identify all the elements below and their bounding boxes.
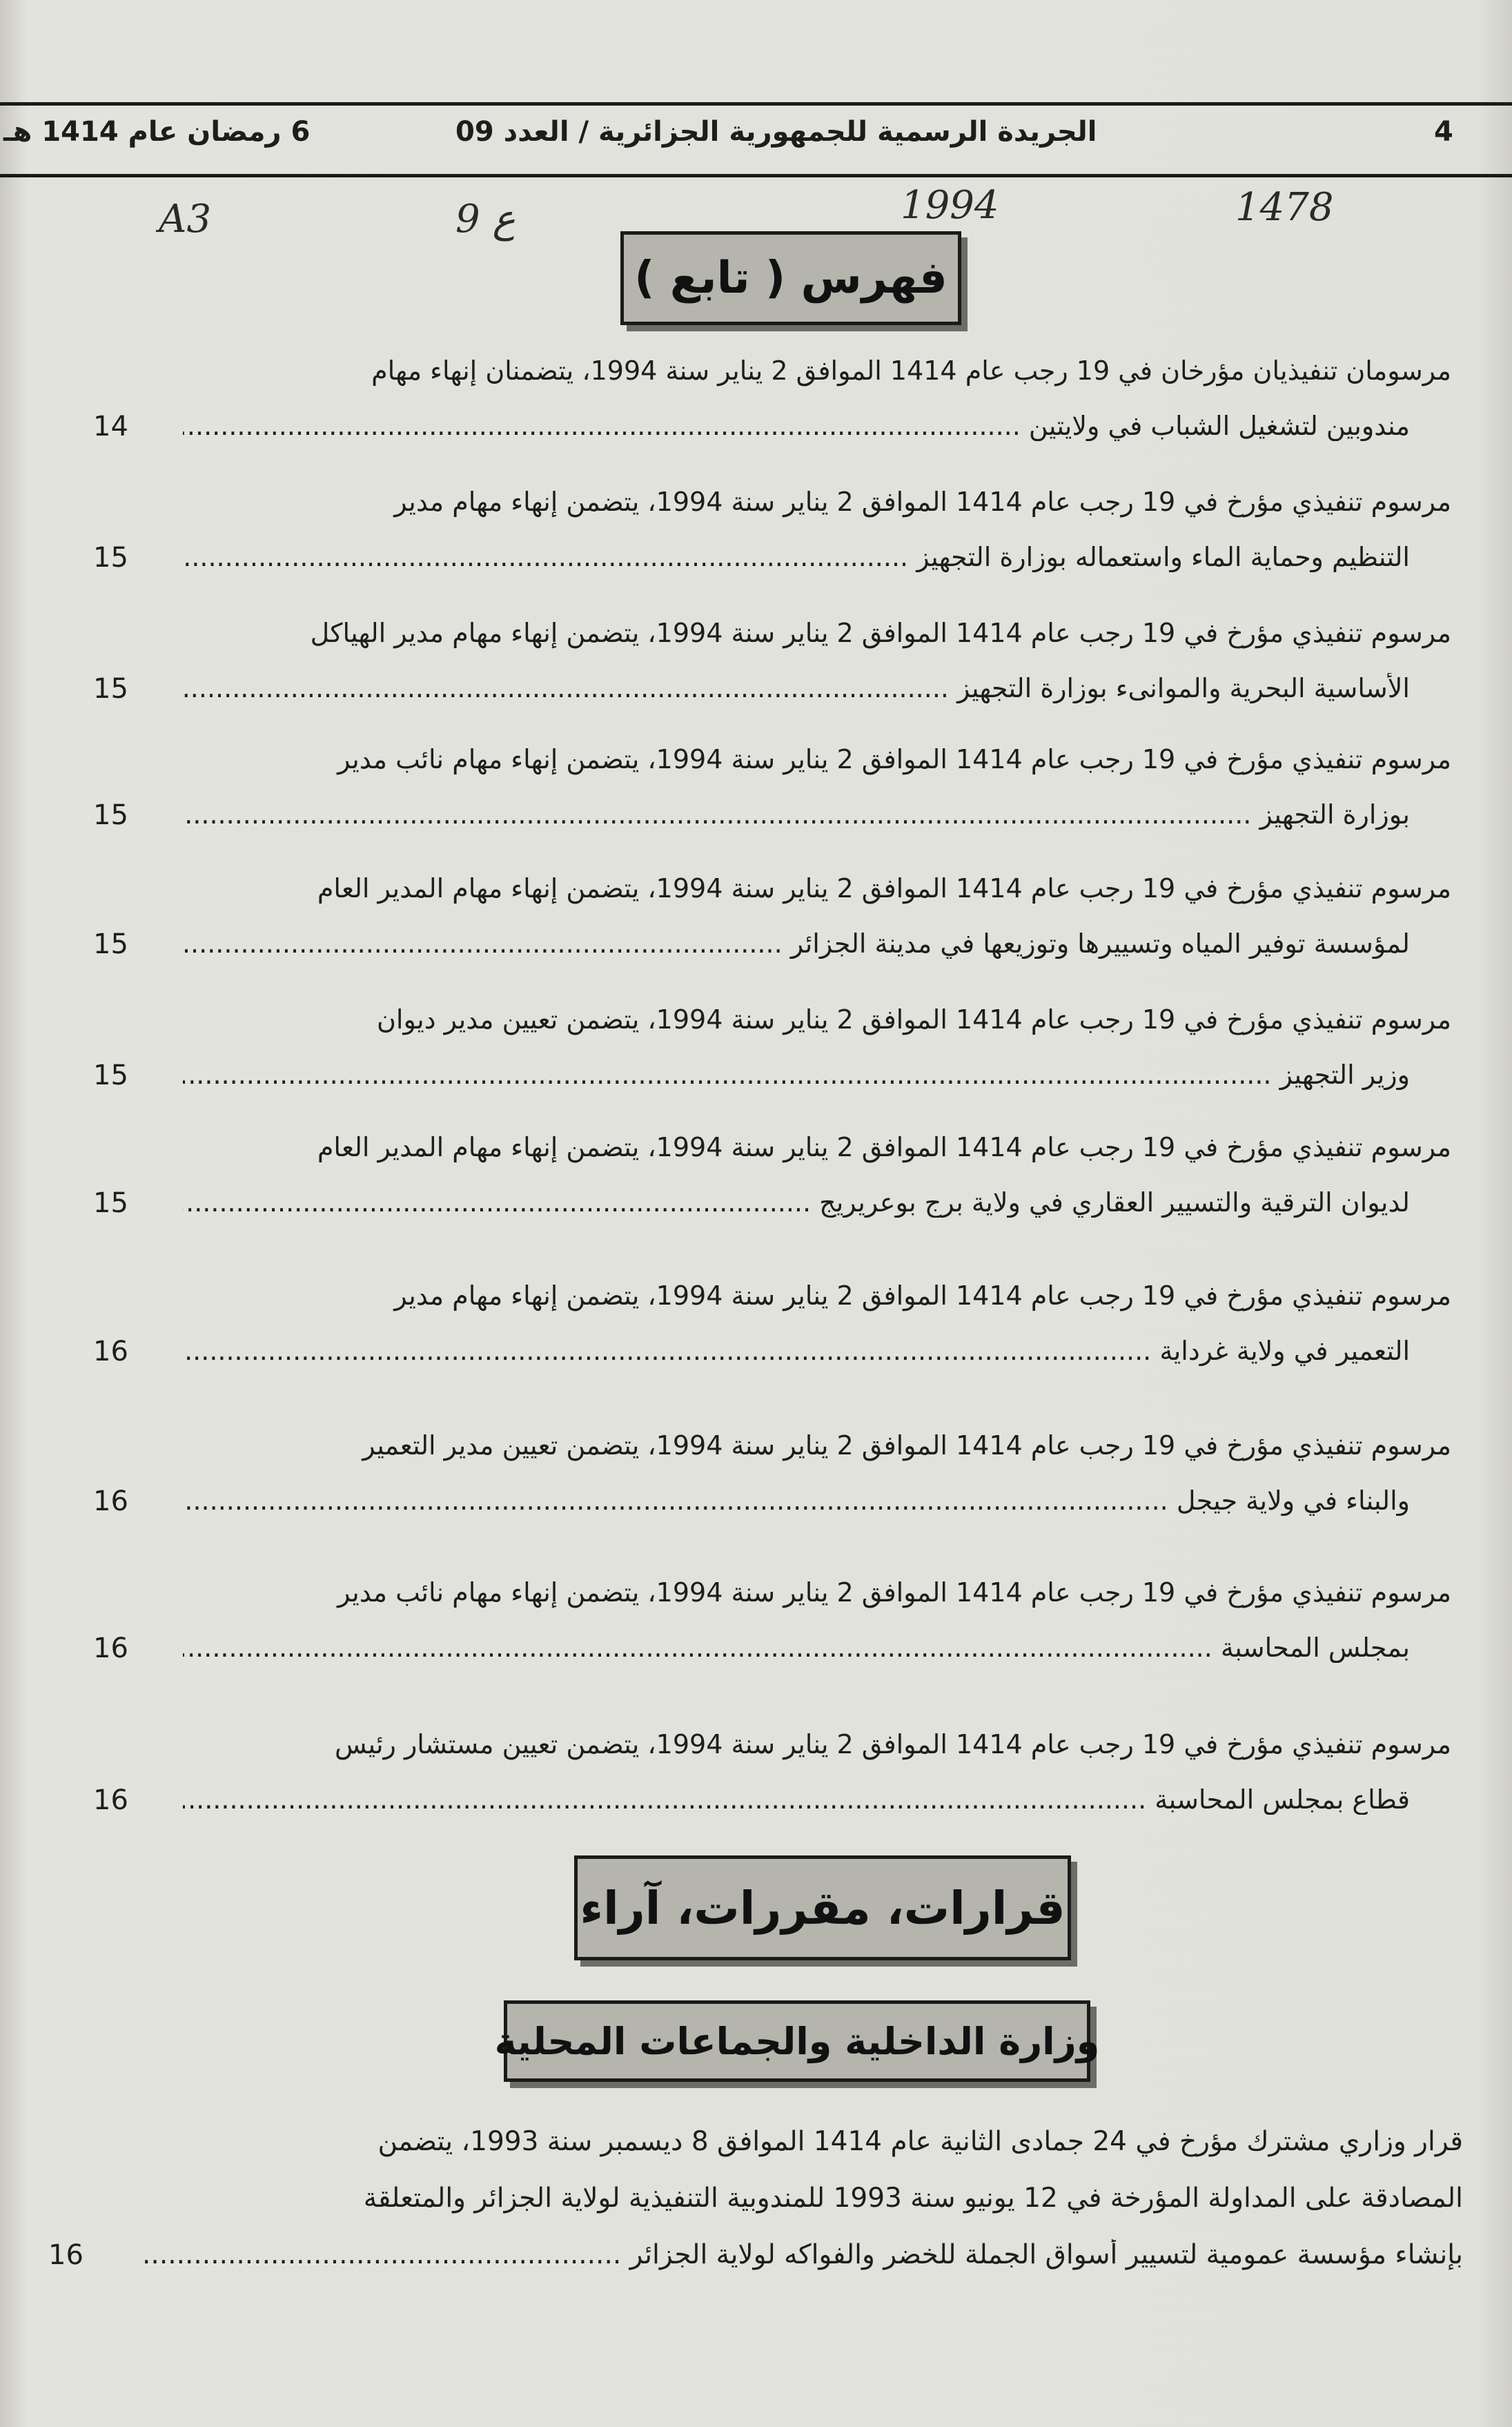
header-date: 6 رمضان عام 1414 هـ (3, 116, 311, 148)
entry-line-1: مرسوم تنفيذي مؤرخ في 19 رجب عام 1414 الموافق 2 يناير سنة 1994، يتضمن إنهاء مهام مدير (394, 1280, 1451, 1311)
entry-page: 16 (93, 1784, 128, 1816)
entry-page: 16 (48, 2239, 84, 2271)
entry-line-1: مرسوم تنفيذي مؤرخ في 19 رجب عام 1414 الموافق 2 يناير سنة 1994، يتضمن إنهاء مهام نائب مدير (337, 744, 1451, 774)
ministry-title: وزارة الداخلية والجماعات المحلية (504, 2000, 1090, 2082)
header-rule-bottom (0, 174, 1512, 177)
entry-page: 15 (93, 1060, 128, 1091)
entry-line-2: المصادقة على المداولة المؤرخة في 12 يونيو سنة 1993 للمندوبية التنفيذية لولاية الجزائر والمتعلقة (363, 2183, 1463, 2214)
entry-line-2: مندوبين لتشغيل الشباب في ولايتين ..... (183, 411, 1410, 441)
header-rule-top (0, 102, 1512, 106)
entry-line-2: التعمير في ولاية غرداية ..... (183, 1336, 1410, 1366)
entry-line-2: والبناء في ولاية جيجل ..... (183, 1485, 1410, 1516)
index-title: فهرس ( تابع ) (620, 231, 961, 325)
entry-line-2: بمجلس المحاسبة ..... (183, 1632, 1410, 1663)
entry-line-1: مرسوم تنفيذي مؤرخ في 19 رجب عام 1414 الموافق 2 يناير سنة 1994، يتضمن إنهاء مهام المدير العام (317, 873, 1451, 904)
entry-line-1: مرسوم تنفيذي مؤرخ في 19 رجب عام 1414 الموافق 2 يناير سنة 1994، يتضمن تعيين مدير ديوان (376, 1004, 1451, 1035)
entry-line-1: مرسومان تنفيذيان مؤرخان في 19 رجب عام 1414 الموافق 2 يناير سنة 1994، يتضمنان إنهاء مهام (371, 355, 1451, 386)
entry-line-2: وزير التجهيز ..... (183, 1060, 1410, 1090)
entry-line-3: بإنشاء مؤسسة عمومية لتسيير أسواق الجملة للخضر والفواكه لولاية الجزائر ..... (145, 2239, 1463, 2270)
entry-line-1: مرسوم تنفيذي مؤرخ في 19 رجب عام 1414 الموافق 2 يناير سنة 1994، يتضمن إنهاء مهام مدير الهياكل (310, 618, 1451, 648)
entry-page: 14 (93, 411, 128, 442)
entry-line-1: مرسوم تنفيذي مؤرخ في 19 رجب عام 1414 الموافق 2 يناير سنة 1994، يتضمن تعيين مدير التعمير (362, 1430, 1451, 1461)
handwritten-note-right: 1478 (1235, 185, 1334, 230)
page-number: 4 (1434, 116, 1453, 148)
handwritten-note-mid: 9 ع (455, 197, 516, 242)
handwritten-note-left: A3 (159, 197, 212, 242)
entry-line-2: لمؤسسة توفير المياه وتسييرها وتوزيعها في مدينة الجزائر ..... (183, 928, 1410, 959)
header-title: الجريدة الرسمية للجمهورية الجزائرية / العدد 09 (455, 116, 1097, 148)
entry-line-1: مرسوم تنفيذي مؤرخ في 19 رجب عام 1414 الموافق 2 يناير سنة 1994، يتضمن إنهاء مهام المدير العام (317, 1132, 1451, 1162)
entry-line-1: مرسوم تنفيذي مؤرخ في 19 رجب عام 1414 الموافق 2 يناير سنة 1994، يتضمن تعيين مستشار رئيس (335, 1729, 1451, 1760)
entry-page: 15 (93, 1187, 128, 1219)
entry-page: 15 (93, 928, 128, 960)
entry-page: 16 (93, 1336, 128, 1367)
entry-page: 16 (93, 1485, 128, 1517)
entry-line-2: الأساسية البحرية والموانىء بوزارة التجهيز ..... (183, 673, 1410, 703)
entry-line-1: مرسوم تنفيذي مؤرخ في 19 رجب عام 1414 الموافق 2 يناير سنة 1994، يتضمن إنهاء مهام نائب مدير (337, 1577, 1451, 1608)
entry-page: 15 (93, 799, 128, 831)
entry-line-1: قرار وزاري مشترك مؤرخ في 24 جمادى الثانية عام 1414 الموافق 8 ديسمبر سنة 1993، يتضمن (377, 2126, 1463, 2157)
entry-page: 15 (93, 673, 128, 705)
entry-line-1: مرسوم تنفيذي مؤرخ في 19 رجب عام 1414 الموافق 2 يناير سنة 1994، يتضمن إنهاء مهام مدير (394, 487, 1451, 517)
entry-page: 15 (93, 542, 128, 574)
section-title: قرارات، مقررات، آراء (574, 1855, 1071, 1960)
entry-page: 16 (93, 1632, 128, 1664)
entry-line-2: لديوان الترقية والتسيير العقاري في ولاية برج بوعريريج ..... (183, 1187, 1410, 1218)
entry-line-2: التنظيم وحماية الماء واستعماله بوزارة التجهيز ..... (183, 542, 1410, 572)
handwritten-note-year: 1994 (901, 183, 999, 228)
entry-line-2: بوزارة التجهيز ..... (183, 799, 1410, 830)
entry-line-2: قطاع بمجلس المحاسبة ..... (183, 1784, 1410, 1815)
